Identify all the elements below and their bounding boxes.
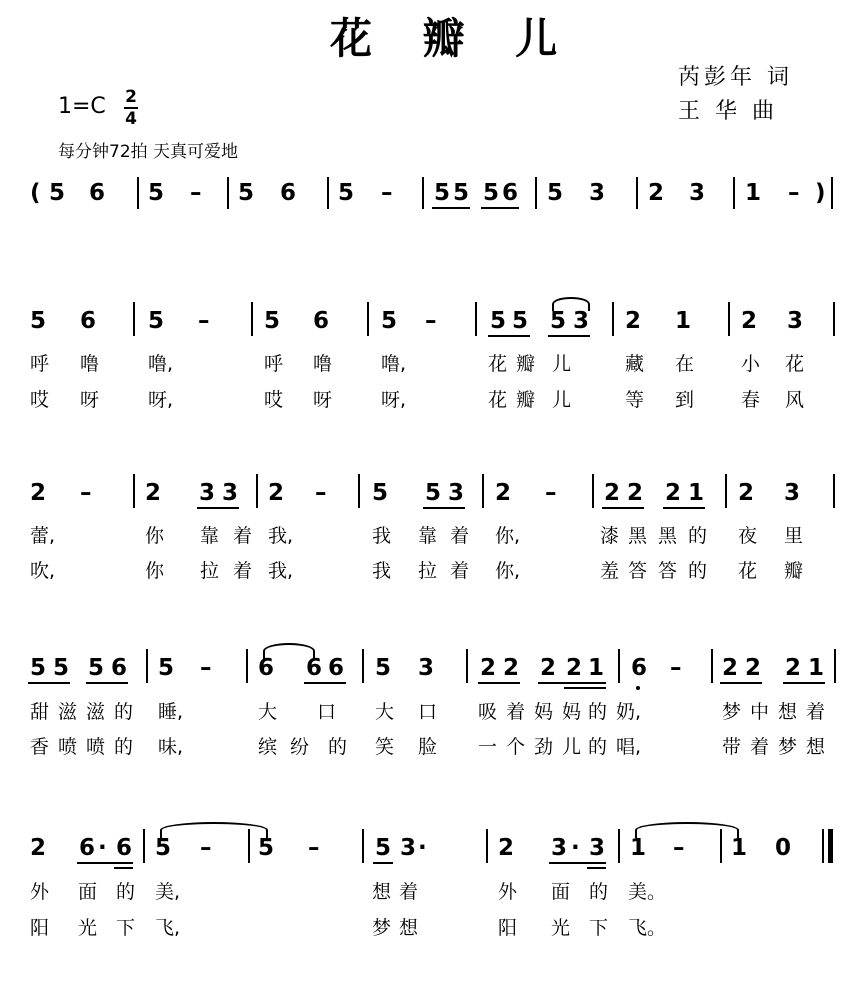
barline bbox=[133, 474, 135, 508]
underline-eighth bbox=[304, 682, 346, 684]
lyric: 呀 bbox=[80, 389, 100, 411]
barline bbox=[362, 649, 364, 683]
note: 5 bbox=[258, 835, 275, 861]
lyric: 梦 bbox=[722, 701, 742, 723]
lyric: 呀 bbox=[313, 389, 333, 411]
note: 2 bbox=[495, 480, 512, 506]
lyric: 噜 bbox=[313, 353, 333, 375]
lyric: 大 bbox=[375, 701, 395, 723]
underline-eighth bbox=[538, 682, 606, 684]
barline bbox=[466, 649, 468, 683]
note: – bbox=[190, 180, 202, 206]
barline bbox=[327, 177, 329, 209]
underline-eighth bbox=[720, 682, 762, 684]
lyric: 呀, bbox=[381, 389, 407, 411]
lyric: 妈 bbox=[562, 701, 582, 723]
underline-eighth bbox=[373, 862, 393, 864]
lyric: 我, bbox=[268, 525, 294, 547]
lyric: 着 bbox=[750, 736, 770, 758]
underline-eighth bbox=[86, 682, 128, 684]
note: 1 bbox=[731, 835, 748, 861]
lyric: 飞, bbox=[155, 917, 181, 939]
lyric: 儿 bbox=[552, 389, 572, 411]
note: 6 bbox=[313, 308, 330, 334]
note: 5 bbox=[512, 308, 529, 334]
barline bbox=[834, 649, 836, 683]
note: 2 bbox=[625, 308, 642, 334]
barline bbox=[618, 649, 620, 683]
lyric: 花 bbox=[488, 389, 508, 411]
note: 5 bbox=[372, 480, 389, 506]
note: 3 bbox=[222, 480, 239, 506]
barline bbox=[137, 177, 139, 209]
underline-eighth bbox=[28, 682, 70, 684]
barline bbox=[725, 474, 727, 508]
tie-arc bbox=[552, 297, 590, 311]
lyric: 唱, bbox=[616, 736, 642, 758]
note: 6 bbox=[258, 655, 275, 681]
note: 3 bbox=[418, 655, 435, 681]
lyric: 美。 bbox=[628, 881, 667, 903]
barline bbox=[711, 649, 713, 683]
lyric: 花 bbox=[738, 560, 758, 582]
lyric: 想 bbox=[778, 701, 798, 723]
lyric: 小 bbox=[741, 353, 761, 375]
barline bbox=[362, 829, 364, 863]
note: · bbox=[571, 835, 580, 861]
barline bbox=[482, 474, 484, 508]
lyric: 美, bbox=[155, 881, 181, 903]
note: 5 bbox=[148, 308, 165, 334]
barline bbox=[592, 474, 594, 508]
lyric: 下 bbox=[116, 917, 136, 939]
lyric: 我, bbox=[268, 560, 294, 582]
lyric: 的 bbox=[588, 736, 608, 758]
note: 3 bbox=[784, 480, 801, 506]
lyric: 一 bbox=[478, 736, 498, 758]
note: 3 bbox=[551, 835, 568, 861]
underline-eighth bbox=[197, 507, 239, 509]
lyric: 口 bbox=[317, 701, 337, 723]
lyric: 光 bbox=[78, 917, 98, 939]
lyric: 呼 bbox=[30, 353, 50, 375]
note: 5 bbox=[238, 180, 255, 206]
note: – bbox=[80, 480, 92, 506]
note: 5 bbox=[155, 835, 172, 861]
underline-eighth bbox=[548, 335, 590, 337]
lyric: 羞 bbox=[600, 560, 620, 582]
barline bbox=[256, 474, 258, 508]
lyric: 黑 bbox=[628, 525, 648, 547]
note: 5 bbox=[30, 308, 47, 334]
lyric: 的 bbox=[688, 560, 708, 582]
note: 2 bbox=[604, 480, 621, 506]
note: 1 bbox=[808, 655, 825, 681]
note: 2 bbox=[30, 835, 47, 861]
note: 2 bbox=[498, 835, 515, 861]
lyric: 瓣 bbox=[516, 353, 536, 375]
note: 6 bbox=[116, 835, 133, 861]
lyric: 花 bbox=[488, 353, 508, 375]
song-title: 花 瓣 儿 bbox=[330, 14, 576, 63]
underline-sixteenth bbox=[114, 867, 133, 869]
underline-eighth bbox=[481, 207, 519, 209]
note: 1 bbox=[675, 308, 692, 334]
time-signature-top: 2 bbox=[125, 87, 137, 107]
lyric: 拉 bbox=[418, 560, 438, 582]
barline bbox=[422, 177, 424, 209]
barline bbox=[486, 829, 488, 863]
tempo-marking: 每分钟72拍 天真可爱地 bbox=[58, 142, 239, 162]
lyric: 想 bbox=[399, 917, 419, 939]
note: – bbox=[315, 480, 327, 506]
note: 5 bbox=[375, 835, 392, 861]
note: 6 bbox=[80, 308, 97, 334]
lyric: 阳 bbox=[30, 917, 50, 939]
lyric: 儿 bbox=[562, 736, 582, 758]
note: 2 bbox=[665, 480, 682, 506]
lyric: 飞。 bbox=[628, 917, 667, 939]
lyric: 的 bbox=[328, 736, 348, 758]
barline bbox=[636, 177, 638, 209]
lyric: 花 bbox=[785, 353, 805, 375]
lyric: 藏 bbox=[625, 353, 645, 375]
lyric: 到 bbox=[675, 389, 695, 411]
note: 5 bbox=[88, 655, 105, 681]
lyric: 黑 bbox=[658, 525, 678, 547]
lyricist-credit: 芮彭年 词 bbox=[678, 65, 793, 90]
underline-eighth bbox=[77, 862, 133, 864]
underline-eighth bbox=[549, 862, 606, 864]
underline-sixteenth bbox=[587, 867, 606, 869]
lyric: 外 bbox=[30, 881, 50, 903]
note: 2 bbox=[503, 655, 520, 681]
note: 6 bbox=[502, 180, 519, 206]
lyric: 想 bbox=[806, 736, 826, 758]
lyric: 面 bbox=[551, 881, 571, 903]
lyric: 噜, bbox=[381, 353, 407, 375]
note: 1 bbox=[745, 180, 762, 206]
tie-arc bbox=[263, 643, 315, 659]
lyric: 呼 bbox=[264, 353, 284, 375]
barline bbox=[833, 474, 835, 508]
lyric: 吹, bbox=[30, 560, 56, 582]
note: 6 bbox=[631, 655, 648, 681]
note: 5 bbox=[381, 308, 398, 334]
lyric: 着 bbox=[399, 881, 419, 903]
lyric: 风 bbox=[785, 389, 805, 411]
lyric: 着 bbox=[450, 560, 470, 582]
note: 5 bbox=[375, 655, 392, 681]
note: 3 bbox=[589, 180, 606, 206]
lyric: 纷 bbox=[290, 736, 310, 758]
underline-eighth bbox=[663, 507, 705, 509]
note: – bbox=[381, 180, 393, 206]
underline-eighth bbox=[602, 507, 644, 509]
note: 2 bbox=[627, 480, 644, 506]
composer-credit: 王 华 曲 bbox=[678, 99, 778, 124]
barline bbox=[475, 302, 477, 336]
lyric: 带 bbox=[722, 736, 742, 758]
lyric: 大 bbox=[258, 701, 278, 723]
note: 5 bbox=[53, 655, 70, 681]
time-signature-bottom: 4 bbox=[125, 109, 137, 129]
lyric: 着 bbox=[233, 525, 253, 547]
lyric: 答 bbox=[658, 560, 678, 582]
note: 5 bbox=[338, 180, 355, 206]
barline bbox=[831, 177, 833, 209]
lyric: 你 bbox=[145, 525, 165, 547]
note: 5 bbox=[453, 180, 470, 206]
lyric: 的 bbox=[589, 881, 609, 903]
lyric: 想 bbox=[372, 881, 392, 903]
lyric: 下 bbox=[589, 917, 609, 939]
barline bbox=[733, 177, 735, 209]
note: 5 bbox=[483, 180, 500, 206]
lyric: 在 bbox=[675, 353, 695, 375]
lyric: 笑 bbox=[375, 736, 395, 758]
note: 5 bbox=[158, 655, 175, 681]
note: · bbox=[418, 835, 427, 861]
barline bbox=[618, 829, 620, 863]
lyric: 哎 bbox=[30, 389, 50, 411]
underline-eighth bbox=[478, 682, 520, 684]
lyric: 中 bbox=[750, 701, 770, 723]
final-barline-thick bbox=[828, 829, 833, 863]
lyric: 梦 bbox=[778, 736, 798, 758]
lyric: 缤 bbox=[258, 736, 278, 758]
lyric: 呀, bbox=[148, 389, 174, 411]
barline bbox=[143, 829, 145, 863]
note: 5 bbox=[547, 180, 564, 206]
barline bbox=[251, 302, 253, 336]
lyric: 靠 bbox=[200, 525, 220, 547]
note: – bbox=[670, 655, 682, 681]
lyric: 等 bbox=[625, 389, 645, 411]
lyric: 睡, bbox=[158, 701, 184, 723]
note: 1 bbox=[630, 835, 647, 861]
barline bbox=[728, 302, 730, 336]
lyric: 蕾, bbox=[30, 525, 56, 547]
tie-arc bbox=[160, 822, 268, 838]
lyric: 答 bbox=[628, 560, 648, 582]
note: 3 bbox=[448, 480, 465, 506]
low-octave-dot bbox=[636, 686, 640, 690]
note: 5 bbox=[425, 480, 442, 506]
note: 0 bbox=[775, 835, 792, 861]
note: 2 bbox=[738, 480, 755, 506]
lyric: 我 bbox=[372, 560, 392, 582]
note: – bbox=[545, 480, 557, 506]
note: 2 bbox=[30, 480, 47, 506]
note: 1 bbox=[588, 655, 605, 681]
lyric: 面 bbox=[78, 881, 98, 903]
note: ( bbox=[30, 180, 41, 206]
lyric: 甜 bbox=[30, 701, 50, 723]
lyric: 靠 bbox=[418, 525, 438, 547]
lyric: 拉 bbox=[200, 560, 220, 582]
note: – bbox=[308, 835, 320, 861]
barline bbox=[133, 302, 135, 336]
lyric: 个 bbox=[506, 736, 526, 758]
note: 6 bbox=[79, 835, 96, 861]
lyric: 香 bbox=[30, 736, 50, 758]
note: 5 bbox=[490, 308, 507, 334]
note: – bbox=[425, 308, 437, 334]
lyric: 噜 bbox=[80, 353, 100, 375]
note: 5 bbox=[264, 308, 281, 334]
barline bbox=[146, 649, 148, 683]
note: 5 bbox=[434, 180, 451, 206]
underline-sixteenth bbox=[564, 687, 606, 689]
lyric: 喷 bbox=[86, 736, 106, 758]
lyric: 的 bbox=[114, 736, 134, 758]
note: 2 bbox=[745, 655, 762, 681]
lyric: 的 bbox=[114, 701, 134, 723]
underline-eighth bbox=[783, 682, 825, 684]
lyric: 着 bbox=[506, 701, 526, 723]
lyric: 劲 bbox=[534, 736, 554, 758]
barline bbox=[246, 649, 248, 683]
note: 3 bbox=[589, 835, 606, 861]
lyric: 着 bbox=[450, 525, 470, 547]
note: 5 bbox=[49, 180, 66, 206]
lyric: 味, bbox=[158, 736, 184, 758]
barline bbox=[612, 302, 614, 336]
underline-eighth bbox=[488, 335, 530, 337]
lyric: 你 bbox=[145, 560, 165, 582]
lyric: 的 bbox=[116, 881, 136, 903]
lyric: 妈 bbox=[534, 701, 554, 723]
lyric: 脸 bbox=[418, 736, 438, 758]
lyric: 滋 bbox=[58, 701, 78, 723]
note: 2 bbox=[566, 655, 583, 681]
note: 6 bbox=[328, 655, 345, 681]
note: 6 bbox=[306, 655, 323, 681]
note: 6 bbox=[111, 655, 128, 681]
note: 5 bbox=[148, 180, 165, 206]
lyric: 外 bbox=[498, 881, 518, 903]
note: 6 bbox=[89, 180, 106, 206]
lyric: 漆 bbox=[600, 525, 620, 547]
final-barline-thin bbox=[822, 829, 824, 863]
lyric: 梦 bbox=[372, 917, 392, 939]
barline bbox=[358, 474, 360, 508]
lyric: 你, bbox=[495, 560, 521, 582]
underline-eighth bbox=[423, 507, 465, 509]
note: 1 bbox=[688, 480, 705, 506]
underline-eighth bbox=[432, 207, 470, 209]
note: 2 bbox=[722, 655, 739, 681]
note: 3 bbox=[400, 835, 417, 861]
note: – bbox=[200, 835, 212, 861]
lyric: 的 bbox=[688, 525, 708, 547]
lyric: 滋 bbox=[86, 701, 106, 723]
note: 3 bbox=[689, 180, 706, 206]
lyric: 口 bbox=[418, 701, 438, 723]
note: 2 bbox=[785, 655, 802, 681]
lyric: 着 bbox=[806, 701, 826, 723]
lyric: 里 bbox=[784, 525, 804, 547]
note: 3 bbox=[787, 308, 804, 334]
note: 2 bbox=[145, 480, 162, 506]
lyric: 瓣 bbox=[784, 560, 804, 582]
barline bbox=[833, 302, 835, 336]
note: – bbox=[200, 655, 212, 681]
lyric: 儿 bbox=[552, 353, 572, 375]
note: 2 bbox=[648, 180, 665, 206]
tie-arc bbox=[635, 822, 739, 838]
lyric: 春 bbox=[741, 389, 761, 411]
note: 3 bbox=[573, 308, 590, 334]
note: · bbox=[98, 835, 107, 861]
lyric: 噜, bbox=[148, 353, 174, 375]
note: – bbox=[198, 308, 210, 334]
lyric: 光 bbox=[551, 917, 571, 939]
lyric: 我 bbox=[372, 525, 392, 547]
barline bbox=[535, 177, 537, 209]
lyric: 瓣 bbox=[516, 389, 536, 411]
note: 5 bbox=[550, 308, 567, 334]
barline bbox=[367, 302, 369, 336]
time-signature bbox=[124, 88, 138, 128]
lyric: 哎 bbox=[264, 389, 284, 411]
note: 2 bbox=[480, 655, 497, 681]
lyric: 着 bbox=[233, 560, 253, 582]
note: 3 bbox=[199, 480, 216, 506]
note: 6 bbox=[280, 180, 297, 206]
note: – bbox=[673, 835, 685, 861]
key-signature: 1=C bbox=[58, 94, 106, 119]
note: 2 bbox=[268, 480, 285, 506]
lyric: 吸 bbox=[478, 701, 498, 723]
lyric: 的 bbox=[588, 701, 608, 723]
lyric: 阳 bbox=[498, 917, 518, 939]
note: 2 bbox=[741, 308, 758, 334]
lyric: 奶, bbox=[616, 701, 642, 723]
note: 5 bbox=[30, 655, 47, 681]
lyric: 你, bbox=[495, 525, 521, 547]
note: 2 bbox=[540, 655, 557, 681]
lyric: 夜 bbox=[738, 525, 758, 547]
note: ) bbox=[815, 180, 826, 206]
lyric: 喷 bbox=[58, 736, 78, 758]
note: – bbox=[788, 180, 800, 206]
barline bbox=[227, 177, 229, 209]
